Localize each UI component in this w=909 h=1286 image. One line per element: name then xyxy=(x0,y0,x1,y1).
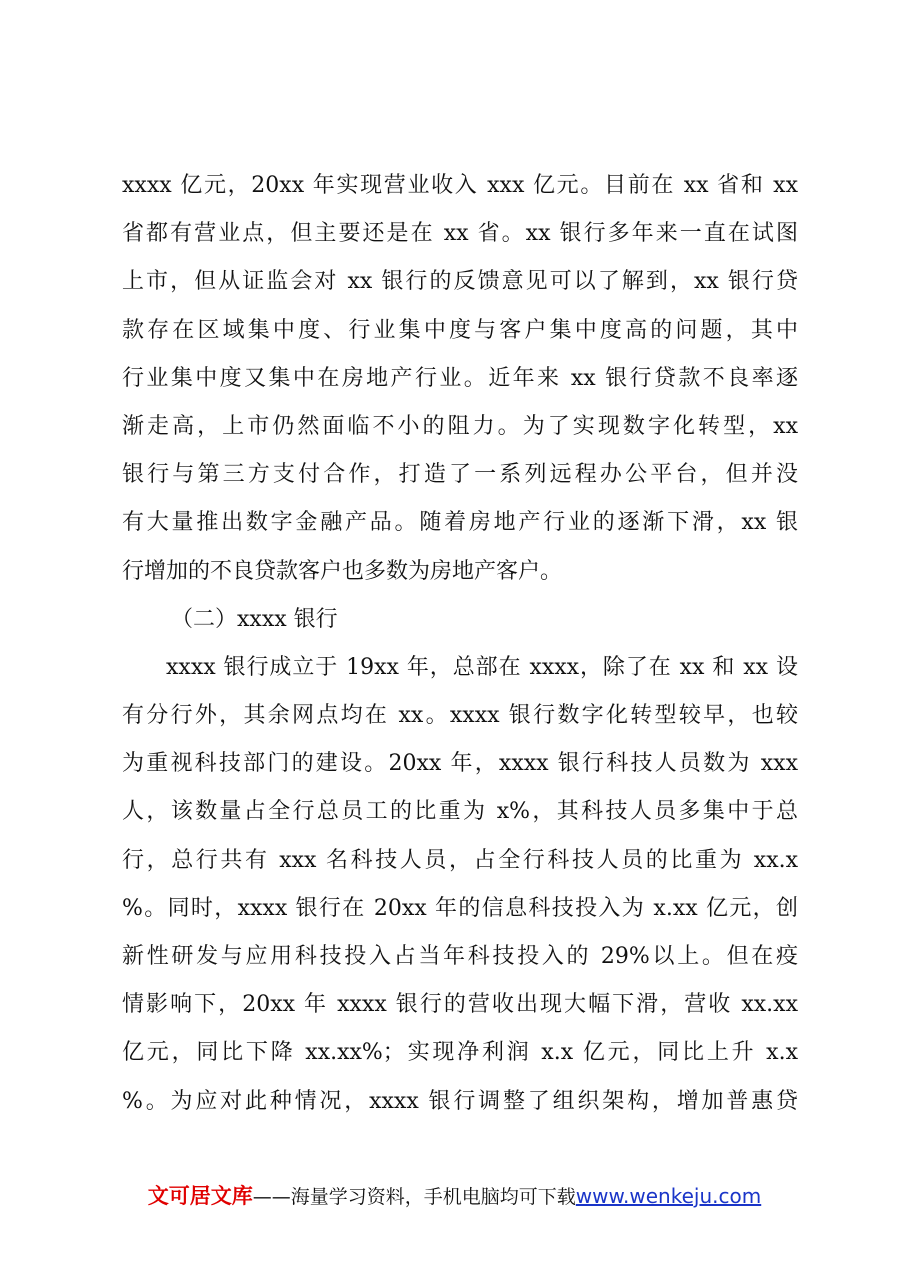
paragraph-1-line: 行增加的不良贷款客户也多数为房地产客户。 xyxy=(122,558,563,584)
footer-site-link[interactable]: www.wenkeju.com xyxy=(575,1184,762,1208)
paragraph-2-line: %。同时，xxxx 银行在 20xx 年的信息科技投入为 x.xx 亿元，创 xyxy=(122,895,798,921)
paragraph-1-line: 行业集中度又集中在房地产行业。近年来 xx 银行贷款不良率逐 xyxy=(122,365,798,391)
footer-tagline: ——海量学习资料，手机电脑均可下载 xyxy=(252,1186,576,1208)
paragraph-1-line: 上市，但从证监会对 xx 银行的反馈意见可以了解到，xx 银行贷 xyxy=(122,269,798,295)
paragraph-1-line: 渐走高，上市仍然面临不小的阻力。为了实现数字化转型，xx xyxy=(122,413,798,439)
paragraph-2-line: 新性研发与应用科技投入占当年科技投入的 29%以上。但在疫 xyxy=(122,944,798,969)
paragraph-1-line: 有大量推出数字金融产品。随着房地产行业的逐渐下滑，xx 银 xyxy=(122,510,798,536)
paragraph-1-line: 省都有营业点，但主要还是在 xx 省。xx 银行多年来一直在试图 xyxy=(122,221,798,247)
paragraph-2-line: %。为应对此种情况，xxxx 银行调整了组织架构，增加普惠贷 xyxy=(122,1088,798,1114)
paragraph-2-line: 有分行外，其余网点均在 xx。xxxx 银行数字化转型较早，也较 xyxy=(122,703,798,729)
document-body xyxy=(122,162,798,1126)
paragraph-2-line: 亿元，同比下降 xx.xx%；实现净利润 x.x 亿元，同比上升 x.x xyxy=(122,1040,798,1066)
paragraph-2-line: 为重视科技部门的建设。20xx 年，xxxx 银行科技人员数为 xxx xyxy=(122,751,798,777)
paragraph-2-line: xxxx 银行成立于 19xx 年，总部在 xxxx，除了在 xx 和 xx 设 xyxy=(166,654,798,680)
footer-banner xyxy=(0,1180,909,1210)
section-heading: （二）xxxx 银行 xyxy=(171,606,338,632)
footer-brand: 文可居文库 xyxy=(147,1184,253,1208)
paragraph-2-line: 行，总行共有 xxx 名科技人员，占全行科技人员的比重为 xx.x xyxy=(122,847,798,873)
paragraph-2-line: 情影响下，20xx 年 xxxx 银行的营收出现大幅下滑，营收 xx.xx xyxy=(122,992,798,1018)
paragraph-1-line: 银行与第三方支付合作，打造了一系列远程办公平台，但并没 xyxy=(122,462,798,488)
paragraph-1-line: 款存在区域集中度、行业集中度与客户集中度高的问题，其中 xyxy=(122,317,798,343)
paragraph-1-line: xxxx 亿元，20xx 年实现营业收入 xxx 亿元。目前在 xx 省和 xx xyxy=(122,173,798,198)
paragraph-2-line: 人，该数量占全行总员工的比重为 x%，其科技人员多集中于总 xyxy=(122,799,798,825)
